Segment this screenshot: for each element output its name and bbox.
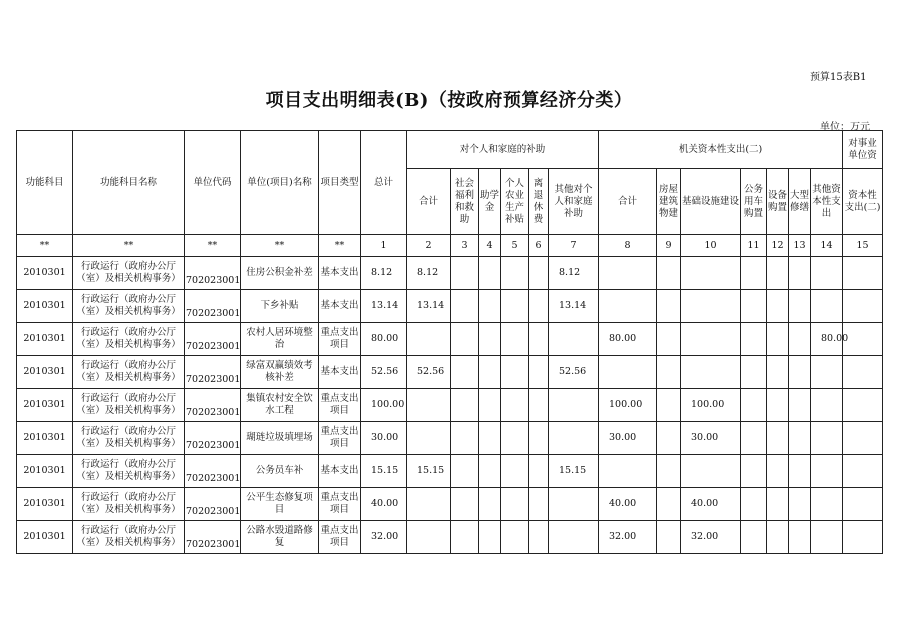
cell-proj-name: 瑚琏垃圾填埋场 (241, 422, 319, 455)
cell-c10: 40.00 (681, 488, 741, 521)
cell-total: 15.15 (361, 455, 407, 488)
cell-proj-name: 农村人居环境整治 (241, 323, 319, 356)
header-c9: 房屋建筑物建 (657, 169, 681, 235)
cell-total: 100.00 (361, 389, 407, 422)
cell-proj-type: 重点支出项目 (319, 323, 361, 356)
header-func-code: 功能科目 (17, 131, 73, 235)
header-c4: 助学金 (479, 169, 501, 235)
header-c11: 公务用车购置 (741, 169, 767, 235)
cell-c13 (789, 356, 811, 389)
cell-c10 (681, 356, 741, 389)
cell-func-code: 2010301 (17, 488, 73, 521)
cell-c2 (407, 521, 451, 554)
cell-c9 (657, 323, 681, 356)
cell-c7 (549, 323, 599, 356)
cell-c9 (657, 290, 681, 323)
cell-c11 (741, 455, 767, 488)
cell-c5 (501, 356, 529, 389)
cell-func-name: 行政运行（政府办公厅（室）及相关机构事务） (73, 455, 185, 488)
cell-c4 (479, 389, 501, 422)
index-cell: 3 (451, 235, 479, 257)
cell-c3 (451, 455, 479, 488)
cell-func-code: 2010301 (17, 455, 73, 488)
cell-c14 (811, 389, 843, 422)
cell-c9 (657, 488, 681, 521)
cell-func-code: 2010301 (17, 521, 73, 554)
cell-c7 (549, 488, 599, 521)
cell-c13 (789, 323, 811, 356)
table-row (17, 290, 883, 323)
cell-unit-code: 702023001 (185, 422, 241, 455)
cell-unit-code: 702023001 (185, 488, 241, 521)
index-cell: 11 (741, 235, 767, 257)
cell-c15 (843, 488, 883, 521)
cell-c3 (451, 290, 479, 323)
cell-proj-name: 公务员车补 (241, 455, 319, 488)
cell-c3 (451, 389, 479, 422)
cell-unit-code: 702023001 (185, 257, 241, 290)
cell-c15 (843, 290, 883, 323)
cell-c9 (657, 521, 681, 554)
cell-c3 (451, 356, 479, 389)
cell-c7 (549, 422, 599, 455)
cell-c2 (407, 389, 451, 422)
cell-c6 (529, 422, 549, 455)
cell-c11 (741, 422, 767, 455)
cell-c6 (529, 455, 549, 488)
cell-c8 (599, 356, 657, 389)
cell-c15 (843, 356, 883, 389)
header-c5: 个人农业生产补贴 (501, 169, 529, 235)
header-unit-code: 单位代码 (185, 131, 241, 235)
cell-c14 (811, 521, 843, 554)
cell-func-name: 行政运行（政府办公厅（室）及相关机构事务） (73, 521, 185, 554)
cell-proj-name: 住房公积金补差 (241, 257, 319, 290)
table-row (17, 389, 883, 422)
cell-func-code: 2010301 (17, 356, 73, 389)
cell-c7 (549, 521, 599, 554)
index-cell: 5 (501, 235, 529, 257)
page-title: 项目支出明细表(B)（按政府预算经济分类） (265, 90, 633, 111)
cell-c8 (599, 290, 657, 323)
cell-c8 (599, 257, 657, 290)
cell-func-code: 2010301 (17, 323, 73, 356)
cell-total: 13.14 (361, 290, 407, 323)
cell-proj-type: 基本支出 (319, 356, 361, 389)
cell-c15 (843, 422, 883, 455)
cell-c4 (479, 422, 501, 455)
cell-c6 (529, 323, 549, 356)
cell-proj-type: 基本支出 (319, 455, 361, 488)
cell-c7: 15.15 (549, 455, 599, 488)
cell-c8 (599, 455, 657, 488)
index-cell: 13 (789, 235, 811, 257)
cell-c12 (767, 455, 789, 488)
index-cell: ** (241, 235, 319, 257)
cell-c4 (479, 455, 501, 488)
index-cell: 2 (407, 235, 451, 257)
header-group-capital-expenditure: 机关资本性支出(二) (599, 131, 843, 169)
cell-c12 (767, 389, 789, 422)
cell-c11 (741, 323, 767, 356)
header-c6: 离退休费 (529, 169, 549, 235)
cell-c15 (843, 323, 883, 356)
cell-c10: 32.00 (681, 521, 741, 554)
cell-c3 (451, 422, 479, 455)
cell-c3 (451, 257, 479, 290)
cell-unit-code: 702023001 (185, 323, 241, 356)
cell-c14 (811, 290, 843, 323)
cell-c6 (529, 389, 549, 422)
cell-c6 (529, 290, 549, 323)
header-project-type: 项目类型 (319, 131, 361, 235)
index-cell: 10 (681, 235, 741, 257)
header-total: 总计 (361, 131, 407, 235)
cell-c9 (657, 455, 681, 488)
cell-c7: 8.12 (549, 257, 599, 290)
cell-c13 (789, 257, 811, 290)
cell-func-code: 2010301 (17, 422, 73, 455)
cell-c13 (789, 422, 811, 455)
cell-c3 (451, 323, 479, 356)
cell-c6 (529, 356, 549, 389)
cell-c12 (767, 290, 789, 323)
index-cell: ** (73, 235, 185, 257)
cell-c10 (681, 290, 741, 323)
cell-c5 (501, 488, 529, 521)
cell-unit-code: 702023001 (185, 521, 241, 554)
cell-proj-type: 重点支出项目 (319, 521, 361, 554)
index-cell: 8 (599, 235, 657, 257)
cell-func-name: 行政运行（政府办公厅（室）及相关机构事务） (73, 422, 185, 455)
cell-proj-name: 下乡补贴 (241, 290, 319, 323)
cell-c9 (657, 422, 681, 455)
table-row (17, 521, 883, 554)
cell-c6 (529, 257, 549, 290)
cell-c10 (681, 257, 741, 290)
cell-func-name: 行政运行（政府办公厅（室）及相关机构事务） (73, 323, 185, 356)
cell-c14 (811, 356, 843, 389)
cell-total: 40.00 (361, 488, 407, 521)
cell-c2: 13.14 (407, 290, 451, 323)
cell-total: 32.00 (361, 521, 407, 554)
index-cell: 15 (843, 235, 883, 257)
header-c7: 其他对个人和家庭补助 (549, 169, 599, 235)
cell-func-name: 行政运行（政府办公厅（室）及相关机构事务） (73, 356, 185, 389)
header-c10: 基础设施建设 (681, 169, 741, 235)
header-c8: 合计 (599, 169, 657, 235)
table-row (17, 488, 883, 521)
cell-c2: 52.56 (407, 356, 451, 389)
header-c2: 合计 (407, 169, 451, 235)
cell-c12 (767, 422, 789, 455)
header-group-institution: 对事业单位资 (843, 131, 883, 169)
cell-proj-name: 公路水毁道路修复 (241, 521, 319, 554)
cell-total: 8.12 (361, 257, 407, 290)
header-c12: 设备购置 (767, 169, 789, 235)
index-cell: 7 (549, 235, 599, 257)
index-cell: ** (319, 235, 361, 257)
cell-total: 80.00 (361, 323, 407, 356)
cell-c12 (767, 323, 789, 356)
index-cell: 9 (657, 235, 681, 257)
header-unit-name: 单位(项目)名称 (241, 131, 319, 235)
project-expenditure-table (16, 130, 883, 554)
cell-c10 (681, 323, 741, 356)
cell-c12 (767, 356, 789, 389)
cell-c2 (407, 488, 451, 521)
cell-func-code: 2010301 (17, 290, 73, 323)
cell-c11 (741, 389, 767, 422)
cell-c5 (501, 389, 529, 422)
header-c3: 社会福利和救助 (451, 169, 479, 235)
header-c15: 资本性支出(二) (843, 169, 883, 235)
index-cell: ** (185, 235, 241, 257)
cell-proj-type: 基本支出 (319, 257, 361, 290)
cell-c5 (501, 257, 529, 290)
document-code: 预算15表B1 (810, 72, 867, 83)
cell-c8: 100.00 (599, 389, 657, 422)
cell-c4 (479, 521, 501, 554)
cell-proj-type: 重点支出项目 (319, 422, 361, 455)
cell-unit-code: 702023001 (185, 389, 241, 422)
table-row (17, 257, 883, 290)
cell-c9 (657, 257, 681, 290)
table-row (17, 455, 883, 488)
cell-c12 (767, 257, 789, 290)
cell-c4 (479, 290, 501, 323)
unit-label: 单位：万元 (820, 122, 870, 133)
cell-proj-name: 集镇农村安全饮水工程 (241, 389, 319, 422)
cell-c15 (843, 521, 883, 554)
cell-c8: 32.00 (599, 521, 657, 554)
cell-c2 (407, 323, 451, 356)
cell-c7: 52.56 (549, 356, 599, 389)
cell-c8: 40.00 (599, 488, 657, 521)
cell-c10 (681, 455, 741, 488)
cell-c11 (741, 521, 767, 554)
cell-c13 (789, 521, 811, 554)
header-group-family-subsidy: 对个人和家庭的补助 (407, 131, 599, 169)
cell-c4 (479, 356, 501, 389)
cell-c11 (741, 257, 767, 290)
cell-c11 (741, 356, 767, 389)
cell-func-name: 行政运行（政府办公厅（室）及相关机构事务） (73, 290, 185, 323)
cell-c5 (501, 455, 529, 488)
index-cell: 12 (767, 235, 789, 257)
table-row (17, 323, 883, 356)
cell-c15 (843, 257, 883, 290)
cell-unit-code: 702023001 (185, 356, 241, 389)
cell-func-code: 2010301 (17, 389, 73, 422)
cell-c3 (451, 521, 479, 554)
cell-c8: 80.00 (599, 323, 657, 356)
index-cell: 1 (361, 235, 407, 257)
cell-proj-name: 公平生态修复项目 (241, 488, 319, 521)
cell-c6 (529, 488, 549, 521)
cell-c11 (741, 488, 767, 521)
cell-unit-code: 702023001 (185, 290, 241, 323)
cell-c2: 8.12 (407, 257, 451, 290)
cell-c11 (741, 290, 767, 323)
cell-total: 52.56 (361, 356, 407, 389)
index-cell: 4 (479, 235, 501, 257)
cell-c14 (811, 257, 843, 290)
cell-proj-type: 重点支出项目 (319, 488, 361, 521)
cell-c4 (479, 323, 501, 356)
cell-c13 (789, 290, 811, 323)
cell-c5 (501, 422, 529, 455)
index-cell: ** (17, 235, 73, 257)
header-func-name: 功能科目名称 (73, 131, 185, 235)
index-cell: 14 (811, 235, 843, 257)
cell-c12 (767, 488, 789, 521)
cell-c4 (479, 488, 501, 521)
cell-c14 (811, 455, 843, 488)
table-row (17, 422, 883, 455)
cell-proj-type: 重点支出项目 (319, 389, 361, 422)
cell-c10: 30.00 (681, 422, 741, 455)
cell-c5 (501, 290, 529, 323)
index-cell: 6 (529, 235, 549, 257)
cell-c14: 80.00 (811, 323, 843, 356)
cell-c13 (789, 488, 811, 521)
cell-func-name: 行政运行（政府办公厅（室）及相关机构事务） (73, 488, 185, 521)
cell-c14 (811, 422, 843, 455)
cell-proj-type: 基本支出 (319, 290, 361, 323)
cell-c13 (789, 455, 811, 488)
cell-c2 (407, 422, 451, 455)
cell-func-name: 行政运行（政府办公厅（室）及相关机构事务） (73, 257, 185, 290)
table-row (17, 356, 883, 389)
cell-func-code: 2010301 (17, 257, 73, 290)
cell-c5 (501, 521, 529, 554)
cell-func-name: 行政运行（政府办公厅（室）及相关机构事务） (73, 389, 185, 422)
cell-c6 (529, 521, 549, 554)
cell-unit-code: 702023001 (185, 455, 241, 488)
header-c14: 其他资本性支出 (811, 169, 843, 235)
cell-c14 (811, 488, 843, 521)
cell-c8: 30.00 (599, 422, 657, 455)
header-c13: 大型修缮 (789, 169, 811, 235)
cell-proj-name: 绿富双赢绩效考核补差 (241, 356, 319, 389)
cell-c13 (789, 389, 811, 422)
cell-total: 30.00 (361, 422, 407, 455)
cell-c15 (843, 389, 883, 422)
cell-c7 (549, 389, 599, 422)
cell-c7: 13.14 (549, 290, 599, 323)
cell-c4 (479, 257, 501, 290)
cell-c5 (501, 323, 529, 356)
cell-c2: 15.15 (407, 455, 451, 488)
cell-c10: 100.00 (681, 389, 741, 422)
cell-c3 (451, 488, 479, 521)
cell-c9 (657, 389, 681, 422)
cell-c12 (767, 521, 789, 554)
cell-c9 (657, 356, 681, 389)
cell-c15 (843, 455, 883, 488)
